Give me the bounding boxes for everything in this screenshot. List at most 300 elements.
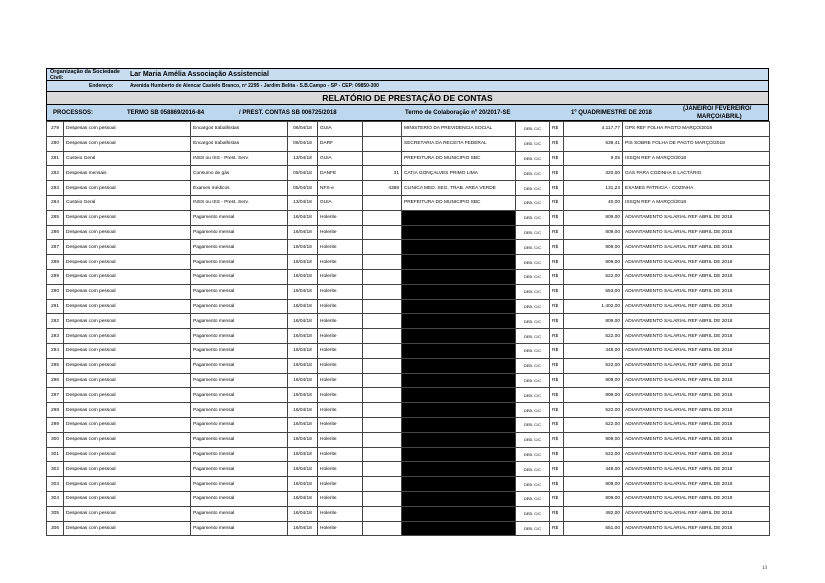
amount-cell: 448,00 bbox=[564, 462, 623, 477]
payee-cell bbox=[402, 373, 516, 388]
doc-type-cell: Holerite bbox=[318, 388, 363, 403]
description-cell: ADIANTAMENTO SALARIAL REF ABRIL DE 2018 bbox=[623, 240, 770, 255]
category-cell: Despesas com pessoal bbox=[64, 506, 191, 521]
doc-type-cell: Holerite bbox=[318, 314, 363, 329]
category-cell: Despesas com pessoal bbox=[64, 477, 191, 492]
doc-type-cell: Holerite bbox=[318, 403, 363, 418]
doc-type-cell: Holerite bbox=[318, 358, 363, 373]
date-cell: 06/04/18 bbox=[288, 136, 318, 151]
payee-cell: PREFEITURA DO MUNICIPIO SBC bbox=[402, 151, 516, 166]
row-number: 291 bbox=[47, 299, 64, 314]
currency-cell: R$ bbox=[550, 166, 564, 181]
category-cell: Despesas com pessoal bbox=[64, 181, 191, 196]
payee-cell bbox=[402, 225, 516, 240]
date-cell: 05/04/18 bbox=[288, 166, 318, 181]
amount-cell: 482,00 bbox=[564, 506, 623, 521]
currency-cell: R$ bbox=[550, 225, 564, 240]
address-row bbox=[46, 80, 769, 91]
report-title: RELATÓRIO DE PRESTAÇÃO DE CONTAS bbox=[46, 91, 769, 104]
row-number: 305 bbox=[47, 506, 64, 521]
category-cell: Despesas com pessoal bbox=[64, 447, 191, 462]
payee-cell bbox=[402, 477, 516, 492]
doc-number-cell bbox=[363, 299, 402, 314]
subcategory-cell: Exames médicos bbox=[191, 181, 288, 196]
description-cell: ADIANTAMENTO SALARIAL REF ABRIL DE 2018 bbox=[623, 343, 770, 358]
description-cell: PIS SOBRE FOLHA DE PAGTO MARÇO/2018 bbox=[623, 136, 770, 151]
payment-method-cell: DEB. C/C bbox=[516, 269, 550, 284]
subcategory-cell: Pagamento mensal bbox=[191, 403, 288, 418]
row-number: 283 bbox=[47, 181, 64, 196]
payee-cell bbox=[402, 358, 516, 373]
payee-cell bbox=[402, 403, 516, 418]
description-cell: ADIANTAMENTO SALARIAL REF ABRIL DE 2018 bbox=[623, 269, 770, 284]
row-number: 279 bbox=[47, 122, 64, 137]
doc-type-cell: NFS-e bbox=[318, 181, 363, 196]
date-cell: 16/04/18 bbox=[288, 225, 318, 240]
amount-cell: 639,41 bbox=[564, 136, 623, 151]
doc-number-cell bbox=[363, 358, 402, 373]
currency-cell: R$ bbox=[550, 447, 564, 462]
doc-number-cell bbox=[363, 432, 402, 447]
description-cell: ADIANTAMENTO SALARIAL REF ABRIL DE 2018 bbox=[623, 358, 770, 373]
doc-number-cell bbox=[363, 225, 402, 240]
payment-method-cell: DEB. C/C bbox=[516, 477, 550, 492]
doc-number-cell bbox=[363, 210, 402, 225]
org-header-row bbox=[46, 68, 769, 80]
currency-cell: R$ bbox=[550, 506, 564, 521]
currency-cell: R$ bbox=[550, 269, 564, 284]
payee-cell bbox=[402, 491, 516, 506]
payee-cell bbox=[402, 299, 516, 314]
amount-cell: 1.402,00 bbox=[564, 299, 623, 314]
row-number: 296 bbox=[47, 373, 64, 388]
payment-method-cell: DEB. C/C bbox=[516, 166, 550, 181]
payee-cell bbox=[402, 447, 516, 462]
payment-method-cell: DEB. C/C bbox=[516, 447, 550, 462]
subcategory-cell: Encargos trabalhistas bbox=[191, 122, 288, 137]
amount-cell: 809,00 bbox=[564, 240, 623, 255]
doc-type-cell: Holerite bbox=[318, 491, 363, 506]
table-row bbox=[47, 447, 770, 462]
table-row bbox=[47, 388, 770, 403]
subcategory-cell: Pagamento mensal bbox=[191, 462, 288, 477]
row-number: 287 bbox=[47, 240, 64, 255]
table-row bbox=[47, 462, 770, 477]
doc-type-cell: Holerite bbox=[318, 284, 363, 299]
row-number: 299 bbox=[47, 417, 64, 432]
table-row bbox=[47, 521, 770, 536]
subcategory-cell: Pagamento mensal bbox=[191, 358, 288, 373]
row-number: 294 bbox=[47, 343, 64, 358]
payment-method-cell: DEB. C/C bbox=[516, 373, 550, 388]
category-cell: Despesas com pessoal bbox=[64, 240, 191, 255]
category-cell: Despesas com pessoal bbox=[64, 491, 191, 506]
amount-cell: 809,00 bbox=[564, 388, 623, 403]
description-cell: EXAMES PATRICIA - COZINHA bbox=[623, 181, 770, 196]
processes-row bbox=[46, 104, 769, 121]
doc-number-cell bbox=[363, 343, 402, 358]
table-row bbox=[47, 329, 770, 344]
payee-cell: CLINICA MED. SEG. TRAB. AREA VERDE bbox=[402, 181, 516, 196]
category-cell: Despesas com pessoal bbox=[64, 136, 191, 151]
subcategory-cell: Encargos trabalhistas bbox=[191, 136, 288, 151]
subcategory-cell: Pagamento mensal bbox=[191, 269, 288, 284]
table-row bbox=[47, 181, 770, 196]
category-cell: Despesas com pessoal bbox=[64, 225, 191, 240]
date-cell: 16/04/18 bbox=[288, 432, 318, 447]
date-cell: 13/04/18 bbox=[288, 151, 318, 166]
payment-method-cell: DEB. C/C bbox=[516, 506, 550, 521]
date-cell: 16/04/18 bbox=[288, 299, 318, 314]
doc-type-cell: Holerite bbox=[318, 447, 363, 462]
subcategory-cell: Pagamento mensal bbox=[191, 210, 288, 225]
payment-method-cell: DEB. C/C bbox=[516, 151, 550, 166]
table-row bbox=[47, 151, 770, 166]
quadrimestre: 1º QUADRIMESTRE DE 2018 bbox=[571, 110, 652, 116]
doc-number-cell bbox=[363, 506, 402, 521]
amount-cell: 522,00 bbox=[564, 358, 623, 373]
payee-cell: PREFEITURA DO MUNICIPIO SBC bbox=[402, 195, 516, 210]
currency-cell: R$ bbox=[550, 284, 564, 299]
page-number: 13 bbox=[762, 566, 767, 571]
amount-cell: 551,00 bbox=[564, 521, 623, 536]
category-cell: Despesas com pessoal bbox=[64, 284, 191, 299]
doc-number-cell bbox=[363, 314, 402, 329]
currency-cell: R$ bbox=[550, 181, 564, 196]
payee-cell bbox=[402, 284, 516, 299]
doc-type-cell: Holerite bbox=[318, 255, 363, 270]
amount-cell: 809,00 bbox=[564, 314, 623, 329]
amount-cell: 553,00 bbox=[564, 284, 623, 299]
category-cell: Custeio Geral bbox=[64, 151, 191, 166]
doc-number-cell bbox=[363, 269, 402, 284]
payment-method-cell: DEB. C/C bbox=[516, 329, 550, 344]
payee-cell bbox=[402, 462, 516, 477]
payment-method-cell: DEB. C/C bbox=[516, 210, 550, 225]
payee-cell bbox=[402, 521, 516, 536]
org-label: Organização da Sociedade Civil: bbox=[50, 68, 120, 81]
description-cell: ADIANTAMENTO SALARIAL REF ABRIL DE 2018 bbox=[623, 329, 770, 344]
row-number: 303 bbox=[47, 477, 64, 492]
date-cell: 16/04/18 bbox=[288, 403, 318, 418]
row-number: 306 bbox=[47, 521, 64, 536]
currency-cell: R$ bbox=[550, 462, 564, 477]
table-row bbox=[47, 358, 770, 373]
subcategory-cell: Pagamento mensal bbox=[191, 225, 288, 240]
doc-number-cell bbox=[363, 136, 402, 151]
payment-method-cell: DEB. C/C bbox=[516, 225, 550, 240]
meses-line1: (JANEIRO/ FEVEREIRO/ bbox=[683, 106, 752, 112]
subcategory-cell: Pagamento mensal bbox=[191, 329, 288, 344]
description-cell: ADIANTAMENTO SALARIAL REF ABRIL DE 2018 bbox=[623, 447, 770, 462]
currency-cell: R$ bbox=[550, 521, 564, 536]
doc-type-cell: GUIA bbox=[318, 151, 363, 166]
currency-cell: R$ bbox=[550, 210, 564, 225]
currency-cell: R$ bbox=[550, 240, 564, 255]
row-number: 298 bbox=[47, 403, 64, 418]
doc-type-cell: Holerite bbox=[318, 432, 363, 447]
doc-number-cell: 4388 bbox=[363, 181, 402, 196]
description-cell: ADIANTAMENTO SALARIAL REF ABRIL DE 2018 bbox=[623, 299, 770, 314]
prest-contas: / PREST. CONTAS SB 006725/2018 bbox=[239, 110, 337, 116]
description-cell: ADIANTAMENTO SALARIAL REF ABRIL DE 2018 bbox=[623, 225, 770, 240]
currency-cell: R$ bbox=[550, 358, 564, 373]
subcategory-cell: Pagamento mensal bbox=[191, 373, 288, 388]
description-cell: ISSQN REF A MARÇO/2018 bbox=[623, 151, 770, 166]
amount-cell: 809,00 bbox=[564, 477, 623, 492]
payment-method-cell: DEB. C/C bbox=[516, 417, 550, 432]
doc-number-cell bbox=[363, 403, 402, 418]
currency-cell: R$ bbox=[550, 329, 564, 344]
doc-number-cell bbox=[363, 477, 402, 492]
doc-number-cell bbox=[363, 373, 402, 388]
date-cell: 16/04/18 bbox=[288, 417, 318, 432]
payment-method-cell: DEB. C/C bbox=[516, 255, 550, 270]
doc-type-cell: GUIA bbox=[318, 195, 363, 210]
amount-cell: 4.117,77 bbox=[564, 122, 623, 137]
row-number: 304 bbox=[47, 491, 64, 506]
doc-type-cell: DARF bbox=[318, 136, 363, 151]
payment-method-cell: DEB. C/C bbox=[516, 299, 550, 314]
row-number: 290 bbox=[47, 284, 64, 299]
amount-cell: 522,00 bbox=[564, 447, 623, 462]
row-number: 285 bbox=[47, 210, 64, 225]
doc-type-cell: Holerite bbox=[318, 373, 363, 388]
date-cell: 16/04/18 bbox=[288, 240, 318, 255]
processes-label: PROCESSOS: bbox=[53, 110, 94, 116]
row-number: 292 bbox=[47, 314, 64, 329]
payee-cell: CATIA GONÇALVES PRIMO LIMA bbox=[402, 166, 516, 181]
category-cell: Despesas mensais bbox=[64, 166, 191, 181]
category-cell: Despesas com pessoal bbox=[64, 122, 191, 137]
amount-cell: 809,00 bbox=[564, 373, 623, 388]
table-row bbox=[47, 255, 770, 270]
date-cell: 16/04/18 bbox=[288, 329, 318, 344]
row-number: 300 bbox=[47, 432, 64, 447]
currency-cell: R$ bbox=[550, 299, 564, 314]
description-cell: GAS PARA COZINHA E LACTÁRIO bbox=[623, 166, 770, 181]
subcategory-cell: Pagamento mensal bbox=[191, 477, 288, 492]
doc-number-cell bbox=[363, 284, 402, 299]
currency-cell: R$ bbox=[550, 432, 564, 447]
row-number: 286 bbox=[47, 225, 64, 240]
currency-cell: R$ bbox=[550, 151, 564, 166]
subcategory-cell: Pagamento mensal bbox=[191, 432, 288, 447]
description-cell: ADIANTAMENTO SALARIAL REF ABRIL DE 2018 bbox=[623, 388, 770, 403]
amount-cell: 522,00 bbox=[564, 417, 623, 432]
date-cell: 16/04/18 bbox=[288, 388, 318, 403]
payment-method-cell: DEB. C/C bbox=[516, 358, 550, 373]
date-cell: 16/04/18 bbox=[288, 491, 318, 506]
subcategory-cell: Pagamento mensal bbox=[191, 240, 288, 255]
payee-cell bbox=[402, 506, 516, 521]
description-cell: ADIANTAMENTO SALARIAL REF ABRIL DE 2018 bbox=[623, 210, 770, 225]
currency-cell: R$ bbox=[550, 136, 564, 151]
date-cell: 16/04/18 bbox=[288, 269, 318, 284]
description-cell: ISSQN REF A MARÇO/2018 bbox=[623, 195, 770, 210]
payee-cell bbox=[402, 240, 516, 255]
payee-cell bbox=[402, 417, 516, 432]
date-cell: 16/04/18 bbox=[288, 284, 318, 299]
subcategory-cell: Pagamento mensal bbox=[191, 299, 288, 314]
payment-method-cell: DEB. C/C bbox=[516, 240, 550, 255]
row-number: 280 bbox=[47, 136, 64, 151]
payee-cell bbox=[402, 255, 516, 270]
row-number: 281 bbox=[47, 151, 64, 166]
currency-cell: R$ bbox=[550, 373, 564, 388]
table-row bbox=[47, 343, 770, 358]
description-cell: ADIANTAMENTO SALARIAL REF ABRIL DE 2018 bbox=[623, 314, 770, 329]
payment-method-cell: DEB. C/C bbox=[516, 181, 550, 196]
table-row bbox=[47, 122, 770, 137]
termo-colaboracao: Termo de Colaboração nº 20/2017-SE bbox=[405, 110, 511, 116]
subcategory-cell: Pagamento mensal bbox=[191, 284, 288, 299]
category-cell: Despesas com pessoal bbox=[64, 521, 191, 536]
termo-sb: TERMO SB 058869/2016-84 bbox=[127, 110, 205, 116]
amount-cell: 522,00 bbox=[564, 269, 623, 284]
description-cell: ADIANTAMENTO SALARIAL REF ABRIL DE 2018 bbox=[623, 506, 770, 521]
amount-cell: 9,05 bbox=[564, 151, 623, 166]
doc-type-cell: Holerite bbox=[318, 269, 363, 284]
subcategory-cell: Pagamento mensal bbox=[191, 447, 288, 462]
table-row bbox=[47, 403, 770, 418]
table-row bbox=[47, 491, 770, 506]
payment-method-cell: DEB. C/C bbox=[516, 388, 550, 403]
table-row bbox=[47, 417, 770, 432]
row-number: 284 bbox=[47, 195, 64, 210]
date-cell: 05/04/18 bbox=[288, 181, 318, 196]
category-cell: Despesas com pessoal bbox=[64, 329, 191, 344]
doc-type-cell: DANFE bbox=[318, 166, 363, 181]
table-row bbox=[47, 477, 770, 492]
category-cell: Despesas com pessoal bbox=[64, 388, 191, 403]
table-row bbox=[47, 299, 770, 314]
description-cell: ADIANTAMENTO SALARIAL REF ABRIL DE 2018 bbox=[623, 477, 770, 492]
amount-cell: 448,00 bbox=[564, 343, 623, 358]
amount-cell: 809,00 bbox=[564, 225, 623, 240]
doc-type-cell: Holerite bbox=[318, 210, 363, 225]
currency-cell: R$ bbox=[550, 491, 564, 506]
category-cell: Despesas com pessoal bbox=[64, 403, 191, 418]
payment-method-cell: DEB. C/C bbox=[516, 491, 550, 506]
subcategory-cell: INSS ou ISS - Prest. Serv. bbox=[191, 195, 288, 210]
payee-cell: MINISTERIO DA PREVIDENCIA SOCIAL bbox=[402, 122, 516, 137]
category-cell: Despesas com pessoal bbox=[64, 373, 191, 388]
doc-number-cell bbox=[363, 388, 402, 403]
currency-cell: R$ bbox=[550, 314, 564, 329]
payment-method-cell: DEB. C/C bbox=[516, 284, 550, 299]
description-cell: ADIANTAMENTO SALARIAL REF ABRIL DE 2018 bbox=[623, 521, 770, 536]
amount-cell: 320,00 bbox=[564, 166, 623, 181]
amount-cell: 809,00 bbox=[564, 210, 623, 225]
table-row bbox=[47, 314, 770, 329]
payee-cell bbox=[402, 432, 516, 447]
currency-cell: R$ bbox=[550, 255, 564, 270]
currency-cell: R$ bbox=[550, 403, 564, 418]
report-sheet bbox=[46, 68, 769, 536]
payee-cell bbox=[402, 329, 516, 344]
subcategory-cell: Pagamento mensal bbox=[191, 343, 288, 358]
subcategory-cell: Pagamento mensal bbox=[191, 388, 288, 403]
currency-cell: R$ bbox=[550, 417, 564, 432]
category-cell: Despesas com pessoal bbox=[64, 255, 191, 270]
category-cell: Despesas com pessoal bbox=[64, 432, 191, 447]
doc-type-cell: GUIA bbox=[318, 122, 363, 137]
category-cell: Despesas com pessoal bbox=[64, 314, 191, 329]
doc-type-cell: Holerite bbox=[318, 240, 363, 255]
subcategory-cell: Pagamento mensal bbox=[191, 255, 288, 270]
category-cell: Despesas com pessoal bbox=[64, 269, 191, 284]
doc-type-cell: Holerite bbox=[318, 225, 363, 240]
currency-cell: R$ bbox=[550, 343, 564, 358]
table-row bbox=[47, 240, 770, 255]
table-row bbox=[47, 284, 770, 299]
doc-type-cell: Holerite bbox=[318, 329, 363, 344]
date-cell: 16/04/18 bbox=[288, 521, 318, 536]
table-row bbox=[47, 195, 770, 210]
date-cell: 16/04/18 bbox=[288, 447, 318, 462]
subcategory-cell: Pagamento mensal bbox=[191, 506, 288, 521]
amount-cell: 809,00 bbox=[564, 491, 623, 506]
category-cell: Despesas com pessoal bbox=[64, 343, 191, 358]
doc-type-cell: Holerite bbox=[318, 477, 363, 492]
subcategory-cell: Pagamento mensal bbox=[191, 417, 288, 432]
description-cell: ADIANTAMENTO SALARIAL REF ABRIL DE 2018 bbox=[623, 417, 770, 432]
subcategory-cell: Consumo de gás bbox=[191, 166, 288, 181]
expenses-table bbox=[46, 121, 770, 536]
doc-number-cell bbox=[363, 521, 402, 536]
date-cell: 16/04/18 bbox=[288, 255, 318, 270]
row-number: 293 bbox=[47, 329, 64, 344]
payment-method-cell: DEB. C/C bbox=[516, 343, 550, 358]
table-row bbox=[47, 225, 770, 240]
doc-number-cell bbox=[363, 447, 402, 462]
currency-cell: R$ bbox=[550, 122, 564, 137]
row-number: 289 bbox=[47, 269, 64, 284]
doc-number-cell bbox=[363, 195, 402, 210]
payment-method-cell: DEB. C/C bbox=[516, 136, 550, 151]
org-name: Lar Maria Amélia Associação Assistencial bbox=[130, 71, 269, 78]
doc-number-cell bbox=[363, 151, 402, 166]
description-cell: ADIANTAMENTO SALARIAL REF ABRIL DE 2018 bbox=[623, 462, 770, 477]
payee-cell bbox=[402, 343, 516, 358]
table-row bbox=[47, 506, 770, 521]
category-cell: Despesas com pessoal bbox=[64, 210, 191, 225]
date-cell: 06/04/18 bbox=[288, 122, 318, 137]
payment-method-cell: DEB. C/C bbox=[516, 462, 550, 477]
doc-number-cell bbox=[363, 240, 402, 255]
payment-method-cell: DEB. C/C bbox=[516, 432, 550, 447]
subcategory-cell: Pagamento mensal bbox=[191, 314, 288, 329]
table-row bbox=[47, 136, 770, 151]
category-cell: Despesas com pessoal bbox=[64, 462, 191, 477]
subcategory-cell: Pagamento mensal bbox=[191, 491, 288, 506]
category-cell: Despesas com pessoal bbox=[64, 417, 191, 432]
doc-number-cell: 31 bbox=[363, 166, 402, 181]
date-cell: 16/04/18 bbox=[288, 210, 318, 225]
table-row bbox=[47, 373, 770, 388]
doc-type-cell: Holerite bbox=[318, 343, 363, 358]
payee-cell bbox=[402, 388, 516, 403]
row-number: 295 bbox=[47, 358, 64, 373]
description-cell: GPS REF FOLHA PAGTO MARÇO/2018 bbox=[623, 122, 770, 137]
payment-method-cell: DEB. C/C bbox=[516, 521, 550, 536]
amount-cell: 809,00 bbox=[564, 255, 623, 270]
amount-cell: 522,00 bbox=[564, 329, 623, 344]
table-row bbox=[47, 269, 770, 284]
amount-cell: 522,00 bbox=[564, 403, 623, 418]
row-number: 282 bbox=[47, 166, 64, 181]
